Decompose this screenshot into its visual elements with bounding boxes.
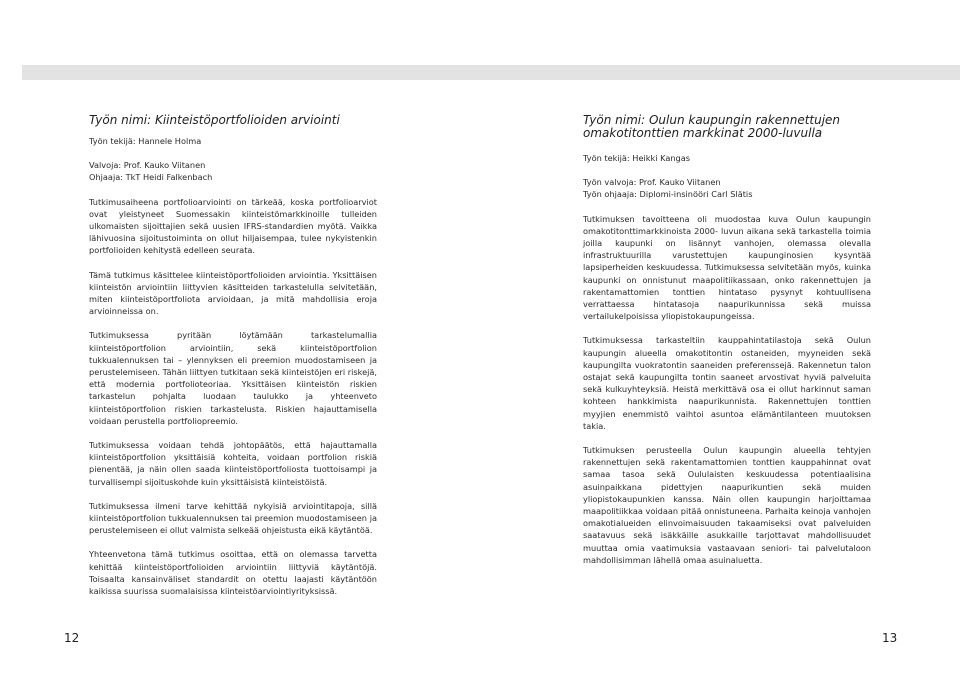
right-author: Työn tekijä: Heikki Kangas — [583, 153, 691, 163]
right-credits — [583, 152, 871, 164]
right-paragraph: Tutkimuksen tavoitteena oli muodostaa kuva Oulun kaupungin omakotitonttimarkkinoista 2000- luvun aikana sekä tarkastella toimia joilla kaupunki on lisännyt vanhojen, olemassa olevalla infrastruktuurilla varustettujen kaupunginosien kysyntää lapsiperheiden keskuudessa. Tutkimuksessa selvitetään myös, kuinka kaupunki on onnistunut maapolitiikassaan, onko rakennettujen ja rakentamattomien tonttien hintataso pysynyt kohtuullisena verrattaessa hintatasoja naapurikunnissa sekä muissa vertailukelpoisissa yliopistokaupungeissa. — [583, 213, 871, 322]
left-credits — [89, 135, 377, 147]
right-supervision — [583, 176, 871, 200]
left-paragraph: Tutkimuksessa ilmeni tarve kehittää nykyisiä arviointitapoja, sillä kiinteistöportfolion tukkualennuksen tai preemion muodostamiseen ja perustelemiseen ei ollut valmista selkeää ohjeistusta eikä käytäntöä. — [89, 500, 377, 536]
left-article-title: Työn nimi: Kiinteistöportfolioiden arviointi — [89, 113, 340, 127]
left-supervision — [89, 159, 377, 183]
right-article-title: Työn nimi: Oulun kaupungin rakennettujen omakotitonttien markkinat 2000-luvulla — [583, 113, 841, 140]
right-paragraph: Tutkimuksessa tarkasteltiin kauppahintatilastoja sekä Oulun kaupungin alueella omakotitontin ostaneiden, myyneiden sekä kaupungilta vuokratontin saaneiden preferenssejä. Rakennetun talon ostajat sekä kaupungilta tontin saaneet arvostivat hyviä palveluita sekä kulkuyhteyksiä. Heistä merkittävä osa ei ollut harkinnut saman kohteen hankkimista naapurikunnista. Rakennettujen tonttien myyjien enemmistö vaihtoi asuntoa elämäntilanteen muutoksen takia. — [583, 335, 871, 431]
left-page-column — [89, 114, 377, 609]
right-instructor: Työn ohjaaja: Diplomi-insinööri Carl Slätis — [583, 189, 753, 200]
left-paragraph: Tutkimusaiheena portfolioarviointi on tärkeää, koska portfolioarviot ovat yleistyneet Suomessakin kiinteistömarkkinoille tulleiden ulkomaisten sijoittajien sekä uusien IFRS-standardien myötä. Vaikka lähivuosina sijoitustoiminta on ollut hiljaisempaa, tulee nykyistenkin portfolioiden kehitystä edelleen seurata. — [89, 196, 377, 256]
left-paragraph: Tutkimuksessa pyritään löytämään tarkastelumallia kiinteistöportfolion arviointiin, sekä kiinteistöportfolion tukkualennuksen tai – ylennyksen eli preemion muodostamiseen ja perustelemiseen. Tähän liittyen tutkitaan sekä kiinteistöjen eri riskejä, että modernia portfolioteoriaa. Yksittäisen kiinteistön riskien tarkastelun pohjalta luodaan taulukko ja yhteenveto kiinteistöportfolion riskien tarkastelusta. Riskien hajauttamisella voidaan perustella portfoliopreemio. — [89, 330, 377, 426]
left-page-number: 12 — [64, 631, 80, 645]
right-page-number: 13 — [882, 631, 898, 645]
left-supervisor: Valvoja: Prof. Kauko Viitanen — [89, 160, 206, 171]
right-paragraph: Tutkimuksen perusteella Oulun kaupungin alueella tehtyjen rakennettujen sekä rakentamattomien tonttien kauppahinnat ovat samaa tasoa sekä Oululaisten keskuudessa potentiaalisina asuinpaikkana pidettyjen naapurikuntien sekä muiden yliopistokaupunkien kanssa. Näin ollen kaupungin harjoittamaa maapolitiikkaa voidaan pitää onnistuneena. Parhaita keinoja vanhojen omakotialueiden elinvoimaisuuden takaamiseksi ovat palveluiden saatavuus sekä isäkkäille asukkaille tarjottavat mahdollisuudet muuttaa omia vaatimuksia vastaavaan seniori- tai palvelutaloon mahdollisimman lähellä omaa asuinaluetta. — [583, 445, 871, 565]
left-paragraph: Tutkimuksessa voidaan tehdä johtopäätös, että hajauttamalla kiinteistöportfolion yksittäisiä kohteita, voidaan portfolion riskiä pienentää, ja näin ollen saada kiinteistöportfoliosta tuottoisampi ja turvallisempi sijoituskohde kuin yksittäisistä kiinteistöistä. — [89, 440, 377, 487]
right-supervisor: Työn valvoja: Prof. Kauko Viitanen — [583, 177, 721, 188]
top-gray-band — [22, 65, 960, 80]
left-author: Työn tekijä: Hannele Holma — [89, 136, 202, 146]
left-paragraph: Yhteenvetona tämä tutkimus osoittaa, että on olemassa tarvetta kehittää kiinteistöportfolioiden arviointiin liittyviä käytäntöjä. Toisaalta kansainväliset standardit on otettu laajasti käytäntöön kaikissa suurissa suomalaisissa kiinteistöarviointiyrityksissä. — [89, 549, 377, 597]
right-page-column — [583, 114, 871, 578]
left-instructor: Ohjaaja: TkT Heidi Falkenbach — [89, 172, 213, 183]
left-paragraph: Tämä tutkimus käsittelee kiinteistöportfolioiden arviointia. Yksittäisen kiinteistön arviointiin liittyvien käsitteiden tarkastelulla selvitetään, miten kiinteistöportfoliota arvioidaan, ja mitä mahdollisia eroja arvioinneissa on. — [89, 269, 377, 317]
